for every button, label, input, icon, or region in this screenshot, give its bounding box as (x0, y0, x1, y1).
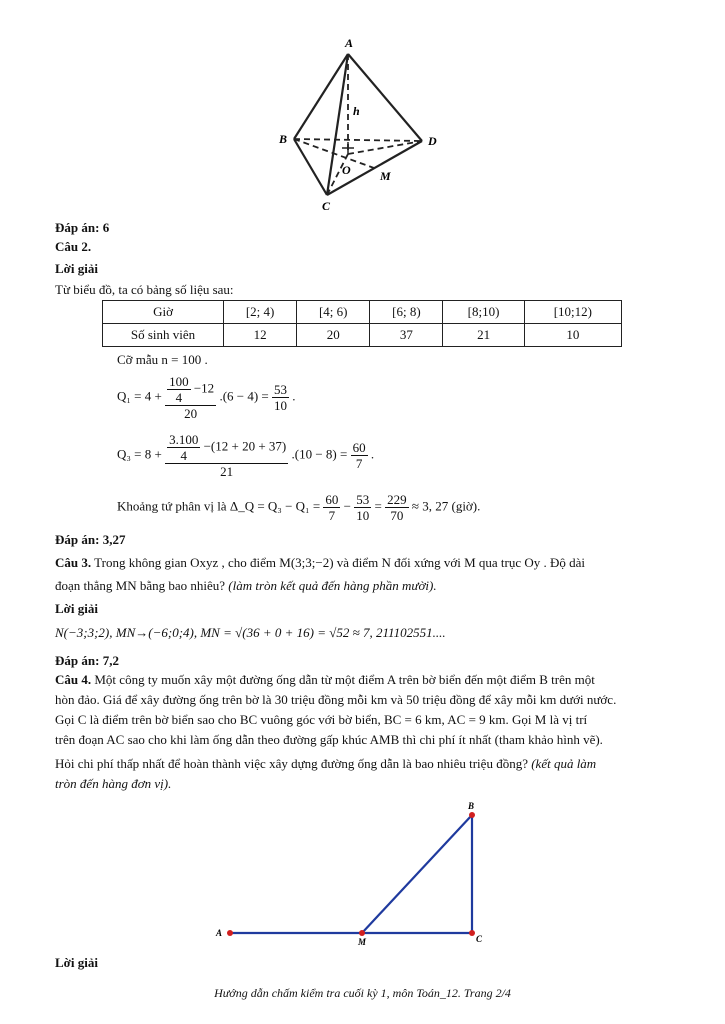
q3-lhs: Q₃ = 8 + (117, 446, 162, 462)
answer-2-prefix: Đáp án: (55, 532, 100, 547)
q3-statement-2: đoạn thẳng MN bằng bao nhiêu? (55, 578, 226, 593)
table-count: 10 (524, 324, 621, 347)
iqr-c-den: 70 (390, 508, 404, 523)
pyramid-label-c: C (322, 199, 331, 213)
label-b: B (468, 801, 475, 811)
answer-2 (55, 531, 675, 549)
q4-line-3: Gọi C là điểm trên bờ biển sao cho BC vuông góc với bờ biển, BC = 6 km, AC = 9 km. Gọi M là vị trí (55, 712, 588, 727)
q1-lhs: Q₁ = 4 + (117, 388, 162, 404)
q3-solution-heading: Lời giải (55, 601, 98, 616)
q3-rounding-note: (làm tròn kết quả đến hàng phần mười). (228, 578, 437, 593)
q4-rounding-note-1: (kết quả làm (531, 756, 597, 771)
table-interval: [8;10) (443, 301, 524, 324)
q3-statement-1: Trong không gian Oxyz , cho điểm M(3;3;−2) và điểm N đối xứng với M qua trục Oy . Độ dài (94, 555, 586, 570)
q3-res-den: 7 (355, 456, 363, 471)
iqr-c-num: 229 (387, 492, 407, 507)
iqr-a-num: 60 (325, 492, 339, 507)
answer-2-value: 3,27 (102, 532, 126, 547)
q1-end: . (292, 388, 296, 404)
label-a: A (216, 928, 223, 938)
sample-size: Cỡ mẫu n = 100 . (117, 352, 208, 367)
q3-formula (117, 432, 374, 479)
answer-3 (55, 652, 675, 670)
pipeline-figure (210, 798, 500, 948)
table-count: 20 (297, 324, 370, 347)
q4-title: Câu 4. (55, 672, 92, 687)
page-footer: Hướng dẫn chấm kiểm tra cuối kỳ 1, môn Toán_12. Trang 2/4 (214, 986, 511, 1000)
q3-text-2 (55, 577, 675, 595)
iqr-approx: ≈ 3, 27 (giờ). (411, 498, 481, 514)
table-interval: [4; 6) (297, 301, 370, 324)
q3-title: Câu 3. (55, 555, 92, 570)
q4-text-1: Một công ty muốn xây một đường ống dẫn từ một điểm A trên bờ biển đến một điểm B trên một (94, 672, 595, 687)
q4-line-1 (55, 671, 675, 689)
q1-den: 20 (184, 406, 198, 421)
point-a (227, 930, 233, 936)
q1-fraction (165, 374, 216, 421)
iqr-text: Khoảng tứ phân vị là Δ_Q = Q₃ − Q₁ = (117, 498, 321, 514)
q1-res-num: 53 (274, 382, 288, 397)
point-b (469, 812, 475, 818)
q1-formula (117, 374, 296, 421)
q3-fraction (165, 432, 288, 479)
label-c: C (476, 934, 483, 944)
q3-num-bottom: 4 (180, 448, 187, 463)
answer-1 (55, 219, 675, 237)
answer-1-value: 6 (102, 220, 110, 235)
q3-mult: .(10 − 8) = (291, 446, 348, 462)
iqr-a-den: 7 (328, 508, 336, 523)
q3-num-top: 3.100 (169, 432, 199, 447)
table-header-label: Giờ (103, 301, 224, 324)
table-interval: [10;12) (524, 301, 621, 324)
q3-den: 21 (220, 464, 234, 479)
table-row-students (103, 324, 622, 347)
pyramid-label-m: M (380, 169, 391, 183)
table-count: 37 (370, 324, 443, 347)
iqr-b-num: 53 (356, 492, 370, 507)
pyramid-label-a: A (345, 36, 354, 50)
pyramid-label-d: D (428, 134, 437, 148)
table-count: 21 (443, 324, 524, 347)
answer-3-prefix: Đáp án: (55, 653, 100, 668)
q2-title: Câu 2. (55, 239, 92, 254)
table-count: 12 (224, 324, 297, 347)
q2-solution-heading: Lời giải (55, 261, 98, 276)
point-m (359, 930, 365, 936)
label-m: M (358, 937, 367, 947)
q4-question-1 (55, 755, 675, 773)
q1-num-bottom: 4 (175, 390, 183, 405)
q4-rounding-note-2: tròn đến hàng đơn vị). (55, 776, 172, 791)
q1-num-top: 100 (169, 374, 189, 389)
point-c (469, 930, 475, 936)
q4-line-2: hòn đảo. Giá để xây đường ống trên bờ là 30 triệu đồng mỗi km và 50 triệu đồng để xây mỗi km dưới nước. (55, 692, 617, 707)
q1-mult: .(6 − 4) = (219, 388, 269, 404)
table-interval: [6; 8) (370, 301, 443, 324)
answer-1-prefix: Đáp án: (55, 220, 100, 235)
frequency-table (102, 300, 622, 347)
pyramid-label-o: O (342, 163, 351, 177)
q3-text-1 (55, 554, 675, 572)
q4-solution-heading: Lời giải (55, 955, 98, 970)
q4-line-4: trên đoạn AC sao cho khi làm ống dẫn theo đường gấp khúc AMB thì chi phí ít nhất (tham khảo hình vẽ). (55, 732, 603, 747)
iqr-formula: Khoảng tứ phân vị là Δ_Q = Q₃ − Q₁ = $\frac{60}{7}$ − $\frac{53}{10}$ = $\frac{229}{70}$ ≈ 3, 27 (giờ). (117, 492, 481, 523)
q3-res-num: 60 (352, 440, 366, 455)
q3-result: N(−3;3;2), MN→(−6;0;4), MN = √(36 + 0 + 16) = √52 ≈ 7, 211102551.... (55, 625, 446, 640)
q3-minus: −(12 + 20 + 37) (203, 438, 287, 454)
table-row-label: Số sinh viên (103, 324, 224, 347)
iqr-b-den: 10 (356, 508, 370, 523)
q1-minus: −12 (193, 380, 215, 396)
table-row-hours (103, 301, 622, 324)
pyramid-figure (270, 32, 450, 217)
table-interval: [2; 4) (224, 301, 297, 324)
pyramid-label-h: h (353, 104, 360, 118)
q2-intro: Từ biểu đồ, ta có bảng số liệu sau: (55, 282, 234, 297)
q4-question: Hỏi chi phí thấp nhất để hoàn thành việc xây dựng đường ống dẫn là bao nhiêu triệu đồng? (55, 756, 528, 771)
pyramid-label-b: B (279, 132, 288, 146)
q3-end: . (370, 446, 375, 462)
answer-3-value: 7,2 (102, 653, 119, 668)
q1-res-den: 10 (274, 398, 288, 413)
